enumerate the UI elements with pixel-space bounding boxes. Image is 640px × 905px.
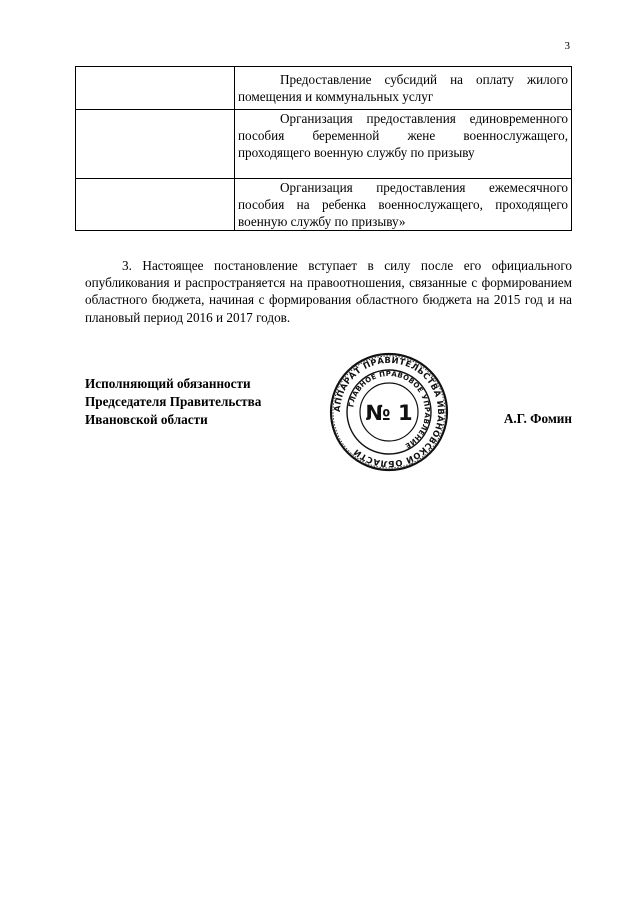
table-row bbox=[76, 179, 572, 231]
table-row bbox=[76, 110, 572, 179]
signer-title-line: Ивановской области bbox=[85, 412, 208, 427]
table-cell-right bbox=[235, 179, 572, 231]
service-text: Предоставление субсидий на оплату жилого помещения и коммунальных услуг bbox=[238, 72, 568, 104]
table-cell-left bbox=[76, 110, 235, 179]
signer-title bbox=[85, 375, 261, 429]
table-row bbox=[76, 67, 572, 110]
seal-ring-text: АППАРАТ ПРАВИТЕЛЬСТВА ИВАНОВСКОЙ ОБЛАСТИ bbox=[331, 354, 447, 470]
signer-name: А.Г. Фомин bbox=[503, 411, 572, 426]
table-cell-left bbox=[76, 67, 235, 110]
signer-title-line: Исполняющий обязанности bbox=[85, 376, 251, 391]
paragraph-3: 3. Настоящее постановление вступает в силу после его официального опубликования и распространяется на правоотношения, связанные с формированием областного бюджета, начиная с формирования областного бюджета на 2015 год и на плановый период 2016 и 2017 годов. bbox=[85, 258, 572, 325]
table-cell-right bbox=[235, 67, 572, 110]
table-cell-left bbox=[76, 179, 235, 231]
table-cell-right bbox=[235, 110, 572, 179]
service-text: Организация предоставления единовременного пособия беременной жене военнослужащего, проходящего военную службу по призыву bbox=[238, 111, 568, 160]
official-seal bbox=[328, 351, 450, 473]
seal-number: № 1 bbox=[365, 401, 413, 425]
page-number: 3 bbox=[564, 40, 570, 52]
services-table bbox=[75, 66, 572, 231]
signature-block bbox=[85, 354, 572, 470]
seal-inner-text: ГЛАВНОЕ ПРАВОВОЕ УПРАВЛЕНИЕ bbox=[347, 369, 432, 450]
service-text: Организация предоставления ежемесячного пособия на ребенка военнослужащего, проходящего военную службу по призыву» bbox=[238, 180, 568, 229]
signer-title-line: Председателя Правительства bbox=[85, 394, 262, 409]
